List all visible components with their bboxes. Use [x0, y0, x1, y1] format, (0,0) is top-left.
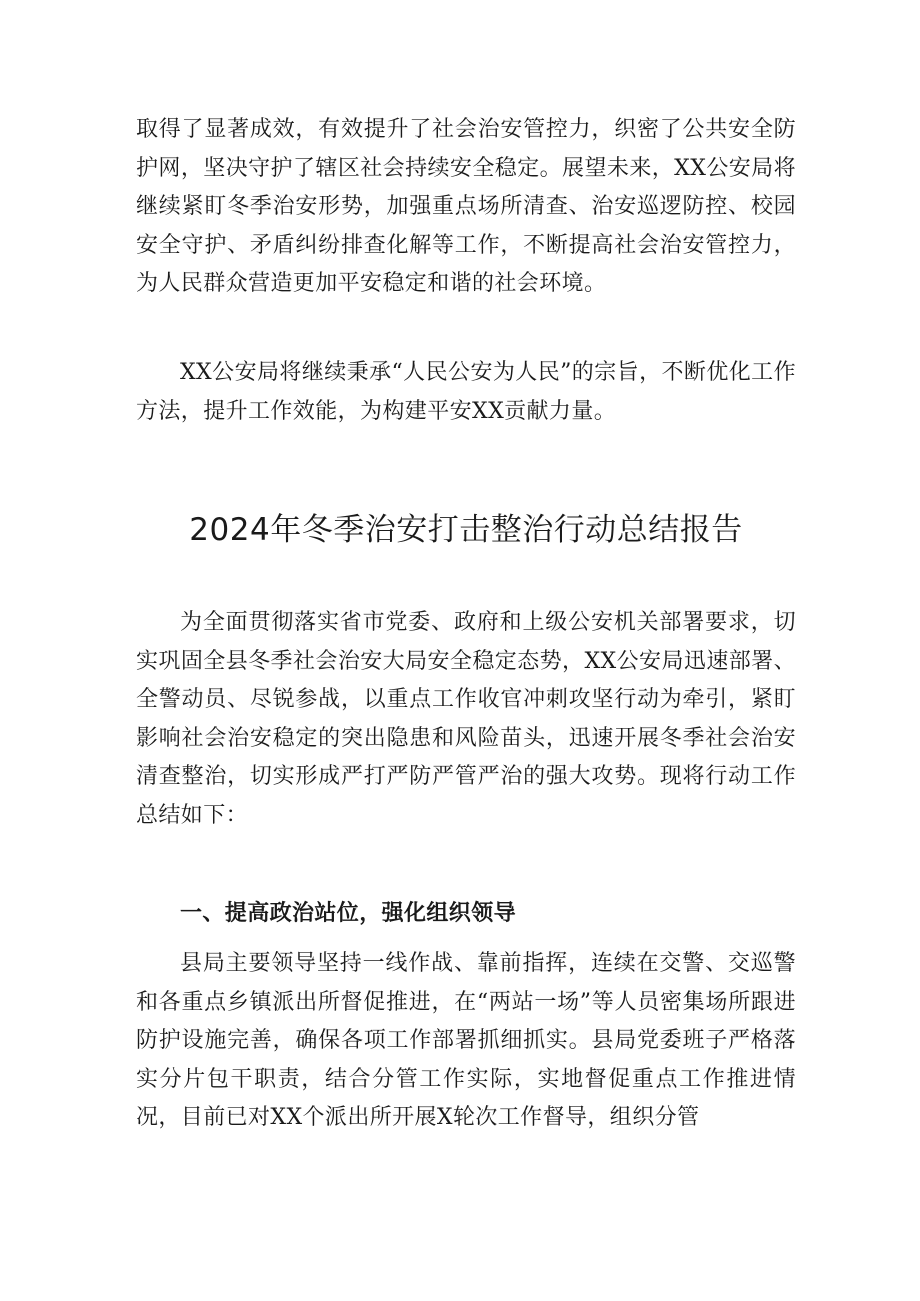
- section-1-heading: 一、提高政治站位，强化组织领导: [180, 901, 517, 926]
- section-1-paragraph: 县局主要领导坚持一线作战、靠前指挥，连续在交警、交巡警和各重点乡镇派出所督促推进，在“两站一场”等人员密集场所跟进防护设施完善，确保各项工作部署抓细抓实。县局党委班子严格落实分片包干职责，结合分管工作实际，实地督促重点工作推进情况，目前已对XX个派出所开展X轮次工作督导，组织分管: [136, 951, 796, 1130]
- intro-paragraph-1: 取得了显著成效，有效提升了社会治安管控力，织密了公共安全防护网，坚决守护了辖区社会持续安全稳定。展望未来，XX公安局将继续紧盯冬季治安形势，加强重点场所清查、治安巡逻防控、校园安全守护、矛盾纠纷排查化解等工作，不断提高社会治安管控力，为人民群众营造更加平安稳定和谐的社会环境。: [136, 117, 796, 296]
- intro-paragraph-2: XX公安局将继续秉承“人民公安为人民”的宗旨，不断优化工作方法，提升工作效能，为构建平安XX贡献力量。: [136, 360, 796, 424]
- opening-paragraph: 为全面贯彻落实省市党委、政府和上级公安机关部署要求，切实巩固全县冬季社会治安大局安全稳定态势，XX公安局迅速部署、全警动员、尽锐参战，以重点工作收官冲刺攻坚行动为牵引，紧盯影响社会治安稳定的突出隐患和风险苗头，迅速开展冬季社会治安清查整治，切实形成严打严防严管严治的强大攻势。现将行动工作总结如下：: [136, 610, 796, 828]
- report-title: 2024年冬季治安打击整治行动总结报告: [189, 512, 743, 548]
